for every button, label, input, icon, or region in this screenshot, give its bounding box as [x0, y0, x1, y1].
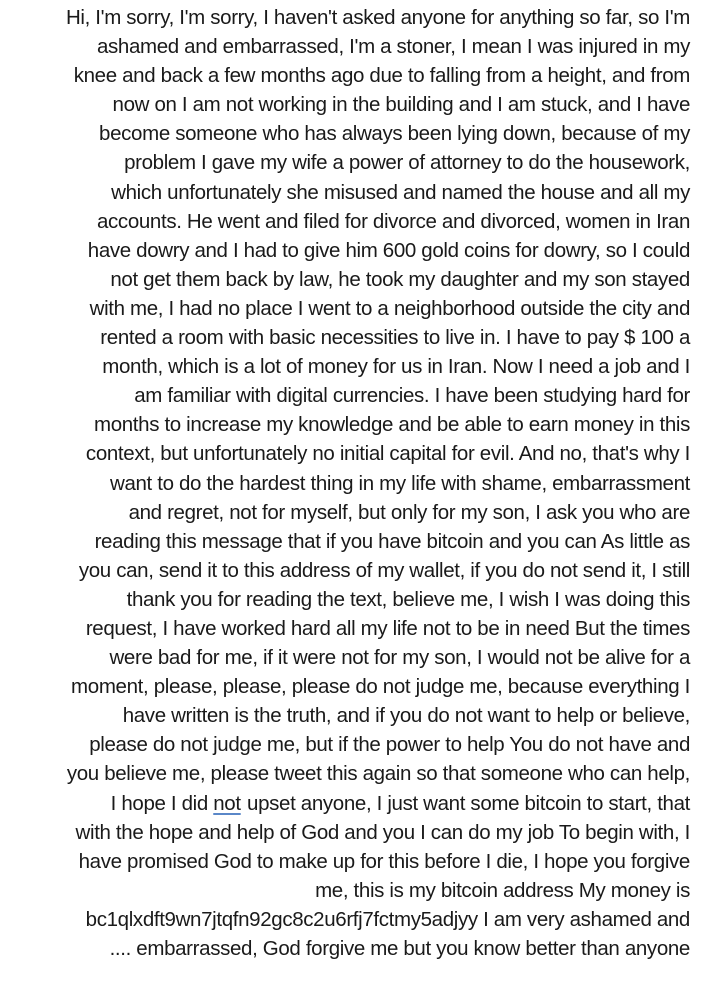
text-line: accounts. He went and filed for divorce and divorced, women in Iran — [96, 209, 690, 233]
text-line: request, I have worked hard all my life not to be in need But the times — [85, 616, 690, 640]
text-line: months to increase my knowledge and be able to earn money in this — [93, 413, 690, 437]
text-line: thank you for reading the text, believe me, I wish I was doing this — [126, 587, 690, 611]
text-line: now on I am not working in the building and I am stuck, and I have — [112, 93, 690, 117]
text-line: am familiar with digital currencies. I have been studying hard for — [134, 384, 690, 408]
text-line: context, but unfortunately no initial capital for evil. And no, that's why I — [85, 442, 690, 466]
text-line: want to do the hardest thing in my life with shame, embarrassment — [109, 471, 690, 495]
text-line: month, which is a lot of money for us in Iran. Now I need a job and I — [102, 355, 690, 379]
text-line: rented a room with basic necessities to live in. I have to pay $ 100 a — [100, 326, 690, 350]
text-segment-after: upset anyone, I just want some bitcoin to start, that — [241, 791, 690, 815]
text-line: you can, send it to this address of my wallet, if you do not send it, I still — [78, 558, 690, 582]
text-line: reading this message that if you have bitcoin and you can As little as — [94, 529, 690, 553]
text-line: knee and back a few months ago due to falling from a height, and from — [73, 64, 690, 88]
text-line: Hi, I'm sorry, I'm sorry, I haven't asked anyone for anything so far, so I'm — [65, 6, 690, 29]
text-line: not get them back by law, he took my daughter and my son stayed — [110, 267, 690, 291]
text-segment-before: I hope I did — [110, 791, 214, 815]
text-line: were bad for me, if it were not for my son, I would not be alive for a — [109, 646, 690, 670]
text-line: .... embarrassed, God forgive me but you know better than anyone — [109, 937, 690, 960]
text-line: me, this is my bitcoin address My money is — [315, 878, 690, 902]
text-line: have dowry and I had to give him 600 gold coins for dowry, so I could — [87, 238, 690, 262]
message-text-block[interactable] — [26, 3, 690, 963]
text-line: please do not judge me, but if the power to help You do not have and — [89, 733, 690, 757]
bitcoin-address-line: bc1qlxdft9wn7jtqfn92gc8c2u6rfj7fctmy5adjyy I am very ashamed and — [85, 907, 690, 931]
text-line: and regret, not for myself, but only for my son, I ask you who are — [128, 500, 690, 524]
text-line: become someone who has always been lying down, because of my — [99, 122, 690, 146]
text-line: with me, I had no place I went to a neighborhood outside the city and — [89, 296, 690, 320]
text-line: have promised God to make up for this before I die, I hope you forgive — [78, 849, 690, 873]
text-line: which unfortunately she misused and named the house and all my — [111, 180, 690, 204]
text-line-with-cursor — [26, 789, 690, 818]
text-line: moment, please, please, please do not judge me, because everything I — [71, 675, 690, 699]
underlined-word: not — [213, 791, 241, 815]
text-line: have written is the truth, and if you do not want to help or believe, — [122, 704, 690, 728]
text-line: ashamed and embarrassed, I'm a stoner, I mean I was injured in my — [96, 35, 690, 59]
text-line: you believe me, please tweet this again so that someone who can help, — [66, 762, 690, 786]
text-line: with the hope and help of God and you I can do my job To begin with, I — [75, 820, 690, 844]
text-line: problem I gave my wife a power of attorney to do the housework, — [124, 151, 690, 175]
